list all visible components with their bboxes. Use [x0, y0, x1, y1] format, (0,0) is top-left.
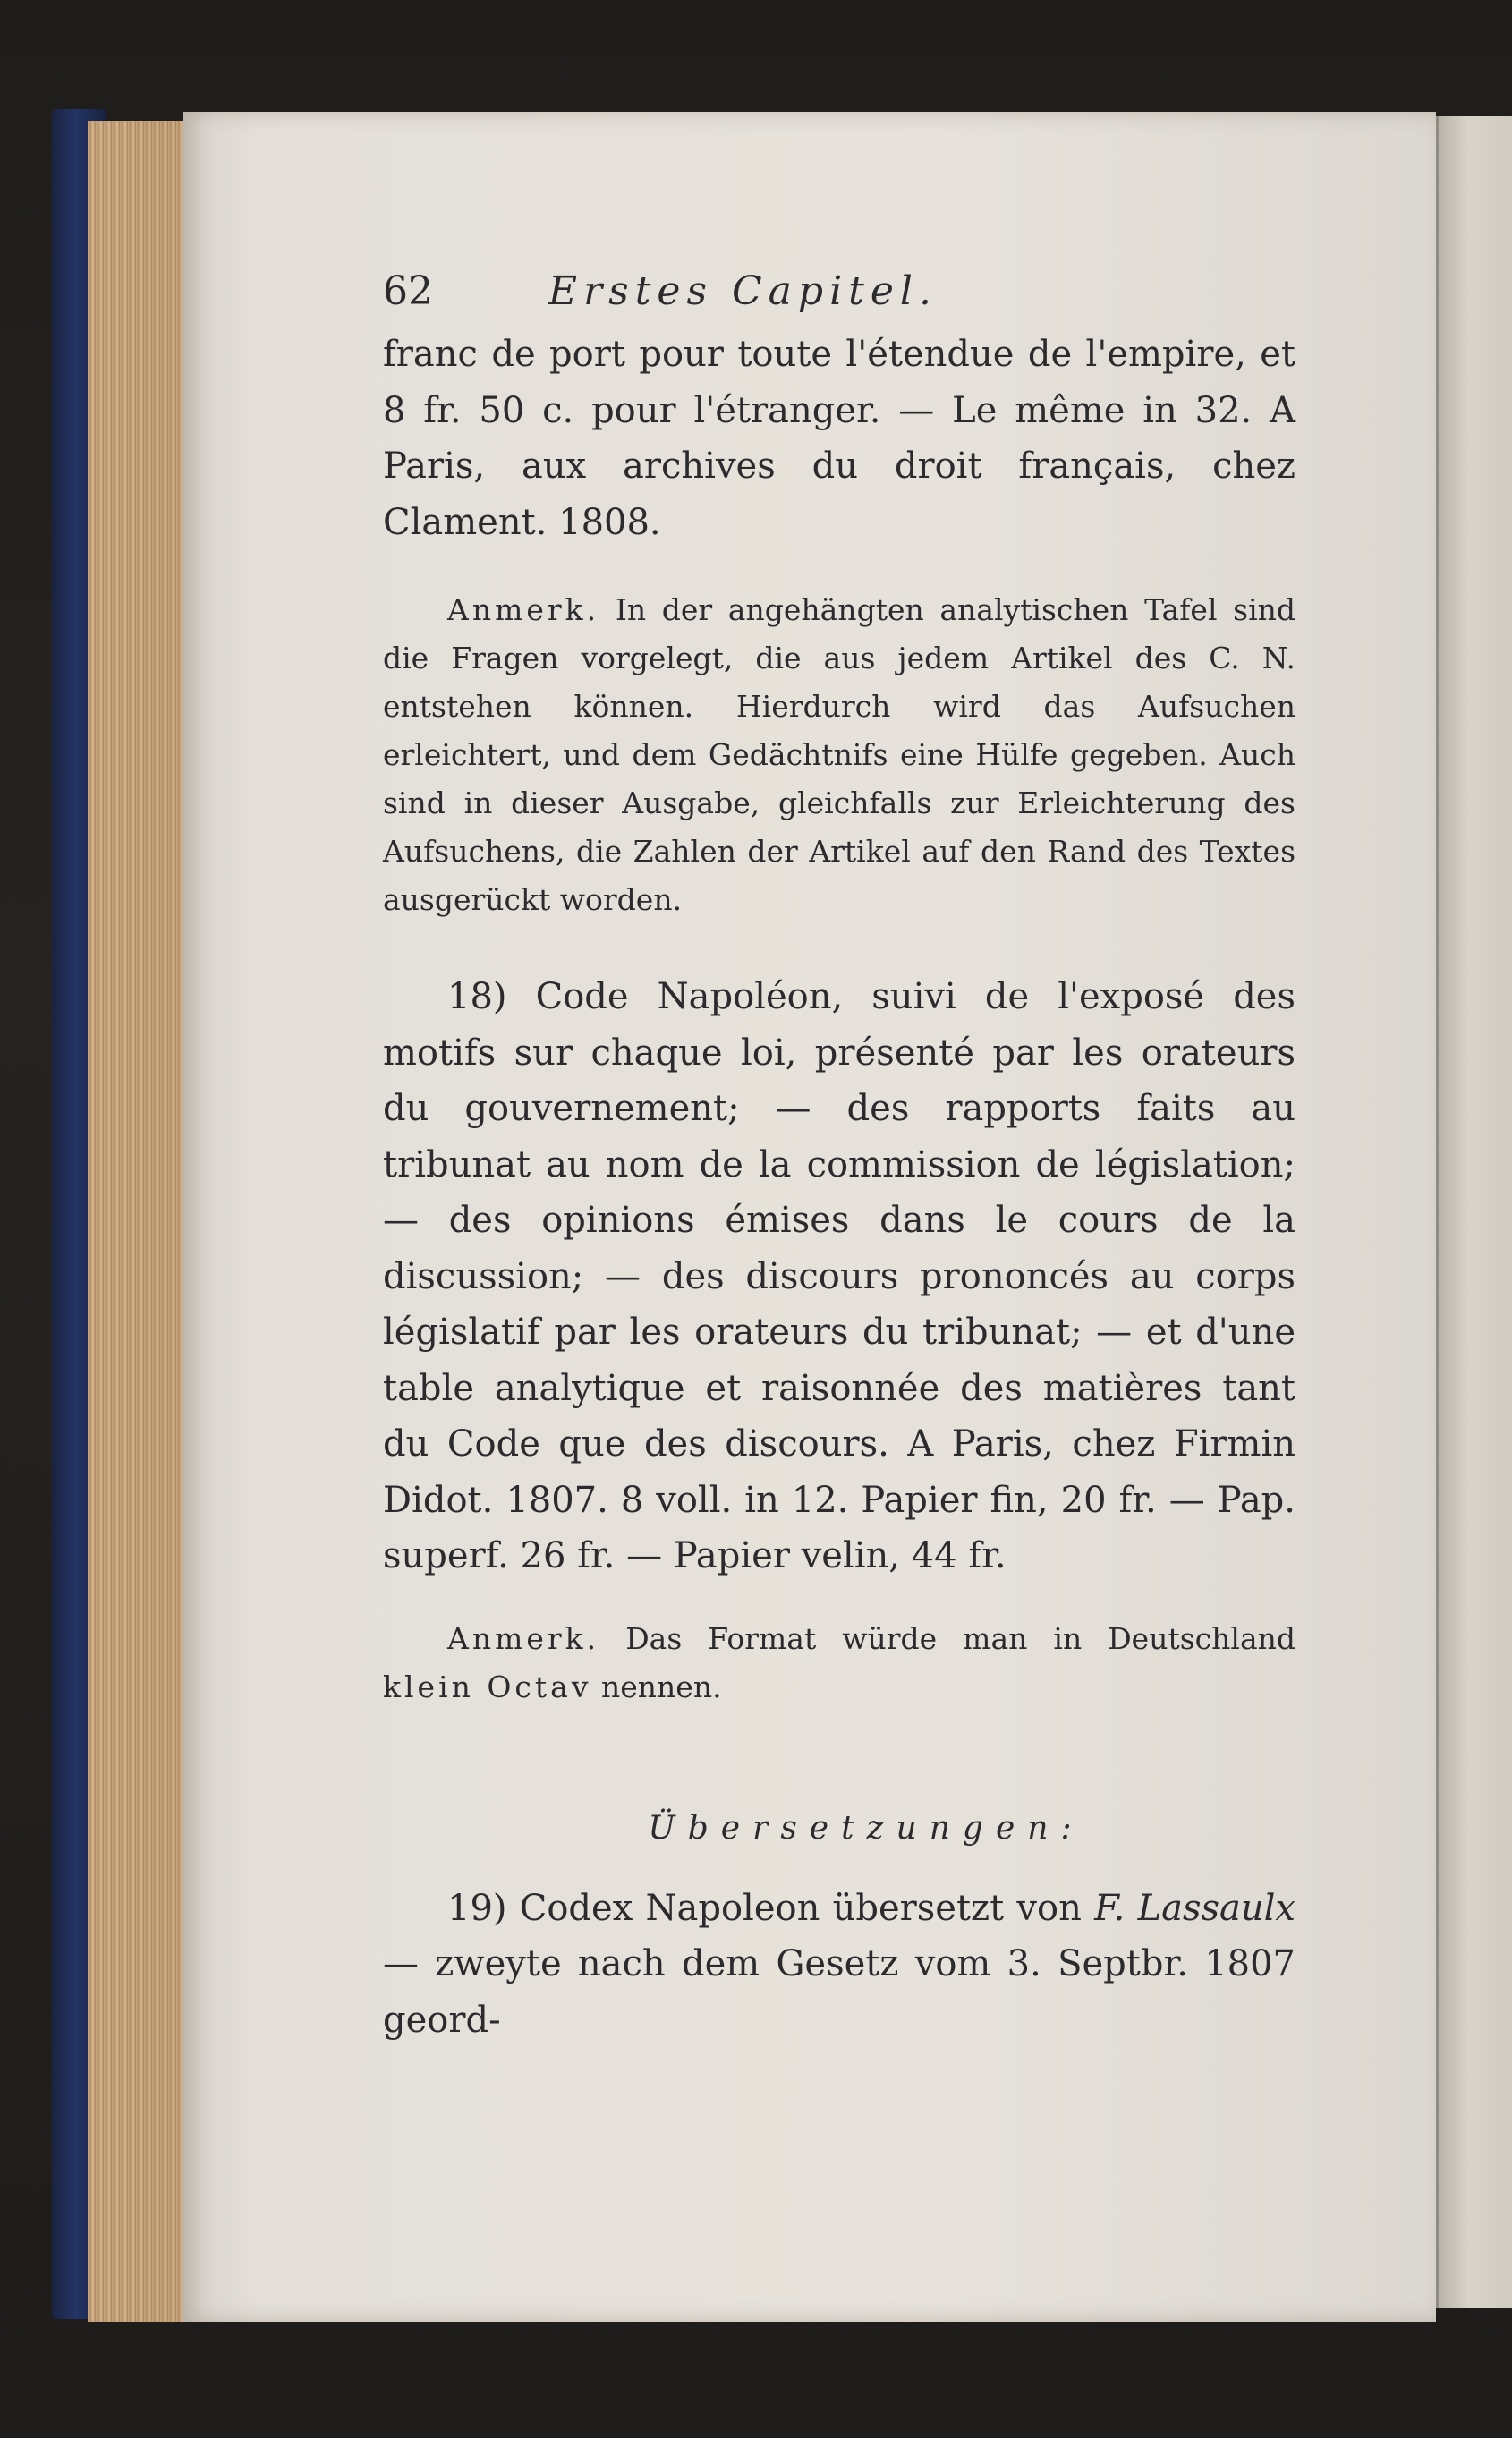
note-text-end: nennen.: [601, 1669, 722, 1704]
page-content: [383, 268, 1295, 2048]
annotation-note-1: [383, 586, 1295, 924]
note-text: In der angehängten analytischen Tafel sind die Fragen vorgelegt, die aus jedem Artikel des C. N. entstehen können. Hierdurch wird das Aufsuchen erleichtert, und dem Gedächtnifs eine Hülfe gegeben. Auch sind in dieser Ausgabe, gleichfalls zur Erleichterung des Aufsuchens, die Zahlen der Artikel auf den Rand des Textes ausgerückt worden.: [383, 592, 1295, 917]
note-label: Anmerk.: [447, 1620, 600, 1656]
annotation-note-2: [383, 1615, 1295, 1712]
note-label: Anmerk.: [447, 592, 600, 627]
entry-17-continuation: franc de port pour toute l'étendue de l'empire, et 8 fr. 50 c. pour l'étranger. — Le même in 32. A Paris, aux archives du droit français, chez Clament. 1808.: [383, 334, 1295, 543]
page-number: 62: [383, 268, 433, 314]
entry-19-start: 19) Codex Napoleon übersetzt von: [447, 1887, 1082, 1929]
entry-18: 18) Code Napoléon, suivi de l'exposé des motifs sur chaque loi, présenté par les orateurs du gouvernement; — des rapports faits au tribunat au nom de la commission de législation; — des opinions émises dans le cours de la discussion; — des discours prononcés au corps législatif par les orateurs du tribunat; — et d'une table analytique et raisonnée des matières tant du Code que des discours. A Paris, chez Firmin Didot. 1807. 8 voll. in 12. Papier fin, 20 fr. — Pap. superf. 26 fr. — Papier velin, 44 fr.: [383, 976, 1295, 1576]
running-title: Erstes Capitel.: [548, 268, 938, 314]
entry-19: [383, 1881, 1295, 2049]
page-header: [383, 268, 1295, 314]
note-emphasis: klein Octav: [383, 1669, 592, 1704]
section-heading-translations: Übersetzungen:: [648, 1809, 1084, 1847]
note-text: Das Format würde man in Deutschland: [625, 1620, 1295, 1656]
entry-19-author: F. Lassaulx: [1094, 1887, 1295, 1929]
facing-page-edge: [1436, 116, 1512, 2308]
entry-19-rest: — zweyte nach dem Gesetz vom 3. Septbr. 1807 geord-: [383, 1943, 1295, 2041]
